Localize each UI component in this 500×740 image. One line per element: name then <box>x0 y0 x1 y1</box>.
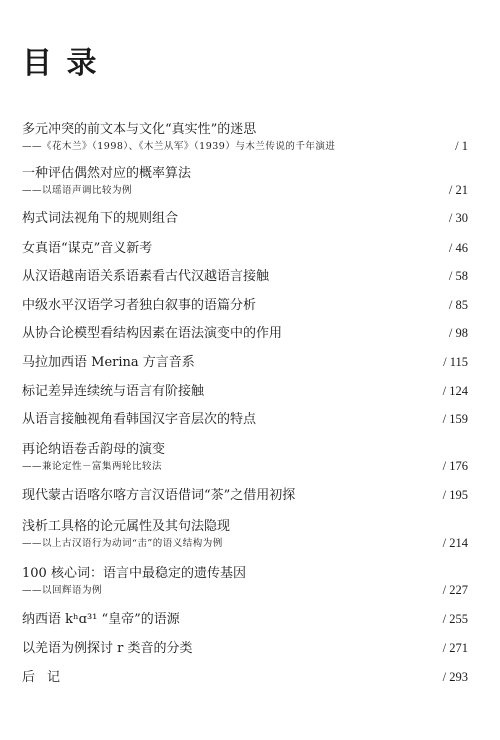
entry-page-number: / 21 <box>448 183 468 197</box>
entry-page-number: / 85 <box>448 298 468 312</box>
toc-entry[interactable] <box>22 298 468 314</box>
entry-title: 中级水平汉语学习者独白叙事的语篇分析 <box>22 298 257 313</box>
toc-entry[interactable] <box>22 122 468 154</box>
entry-page-number: / 58 <box>448 269 468 283</box>
entry-title: 后记 <box>22 670 73 685</box>
toc-entry[interactable] <box>22 412 468 428</box>
toc-entry[interactable] <box>22 384 468 400</box>
entry-title: 多元冲突的前文本与文化“真实性”的迷思 <box>22 122 257 137</box>
entry-page-number: / 115 <box>443 355 468 369</box>
entry-title: 标记差异连续统与语言有阶接触 <box>22 384 205 399</box>
toc-entry[interactable] <box>22 442 468 474</box>
entry-page-number: / 176 <box>442 459 468 473</box>
entry-title: 浅析工具格的论元属性及其句法隐现 <box>22 519 231 534</box>
toc-entry[interactable] <box>22 612 468 628</box>
page-title: 目 录 <box>22 46 99 81</box>
entry-title: 现代蒙古语喀尔喀方言汉语借词“茶”之借用初探 <box>22 488 296 503</box>
entry-page-number: / 255 <box>442 612 468 626</box>
toc-entry[interactable] <box>22 488 468 504</box>
toc-entry[interactable] <box>22 670 468 686</box>
toc-entry[interactable] <box>22 241 468 257</box>
entry-subtitle: ——兼论定性－富集两轮比较法 <box>22 461 163 472</box>
toc-entry[interactable] <box>22 519 468 551</box>
entry-title: 以羌语为例探讨 r 类音的分类 <box>22 641 193 656</box>
entry-page-number: / 195 <box>442 488 468 502</box>
entry-page-number: / 159 <box>442 412 468 426</box>
entry-title: 女真语“谋克”音义新考 <box>22 241 153 256</box>
toc-entry[interactable] <box>22 326 468 342</box>
entry-title: 一种评估偶然对应的概率算法 <box>22 166 192 181</box>
entry-page-number: / 46 <box>448 241 468 255</box>
entry-title: 从汉语越南语关系语素看古代汉越语言接触 <box>22 269 270 284</box>
entry-title: 再论纳语卷舌韵母的演变 <box>22 442 166 457</box>
entry-title: 从语言接触视角看韩国汉字音层次的特点 <box>22 412 257 427</box>
toc-entry[interactable] <box>22 566 468 598</box>
entry-page-number: / 124 <box>442 384 468 398</box>
toc-entry[interactable] <box>22 355 468 371</box>
entry-page-number: / 227 <box>442 583 468 597</box>
entry-page-number: / 293 <box>442 670 468 684</box>
entry-subtitle: ——《花木兰》（1998）、《木兰从军》（1939）与木兰传说的千年演进 <box>22 141 336 152</box>
entry-page-number: / 30 <box>448 211 468 225</box>
entry-subtitle: ——以瑶语声调比较为例 <box>22 185 133 196</box>
entry-page-number: / 1 <box>455 139 468 153</box>
entry-page-number: / 271 <box>442 641 468 655</box>
entry-title: 构式词法视角下的规则组合 <box>22 211 179 226</box>
entry-page-number: / 98 <box>448 326 468 340</box>
entry-page-number: / 214 <box>442 536 468 550</box>
entry-title: 100 核心词：语言中最稳定的遗传基因 <box>22 566 246 581</box>
toc-entry[interactable] <box>22 211 468 227</box>
entry-title: 马拉加西语 Merina 方言音系 <box>22 355 195 370</box>
toc-entry[interactable] <box>22 641 468 657</box>
toc-entry[interactable] <box>22 269 468 285</box>
entry-title: 从协合论模型看结构因素在语法演变中的作用 <box>22 326 283 341</box>
entry-subtitle: ——以回辉语为例 <box>22 585 103 596</box>
toc-entry[interactable] <box>22 166 468 198</box>
entry-title: 纳西语 kʰɑ³¹ “皇帝”的语源 <box>22 612 180 627</box>
entry-subtitle: ——以上古汉语行为动词“击”的语义结构为例 <box>22 538 223 549</box>
